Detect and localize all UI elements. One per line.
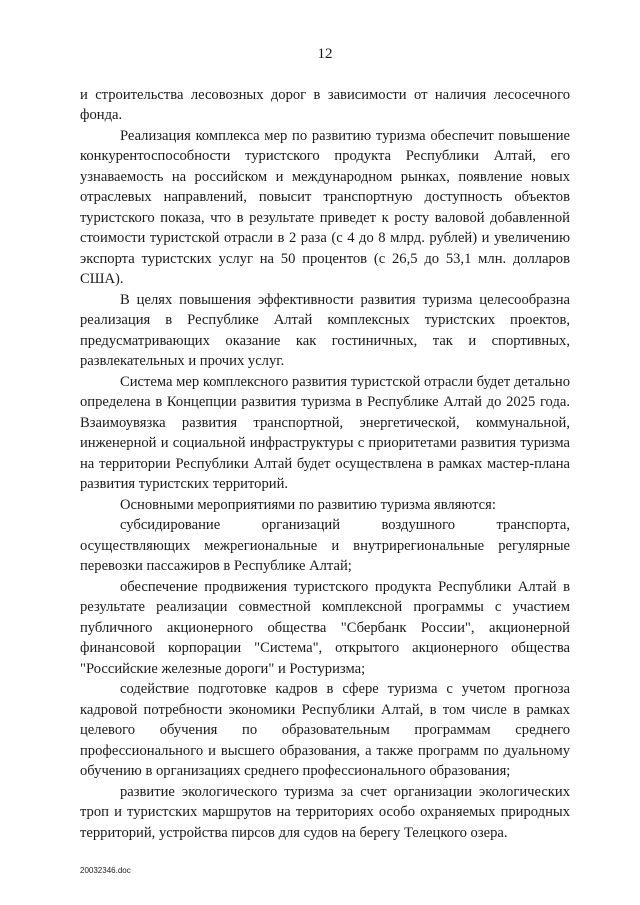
paragraph: субсидирование организаций воздушного транспорта, осуществляющих межрегиональные и внутрирегиональные регулярные перевозки пассажиров в Республике Алтай; bbox=[80, 517, 570, 574]
paragraph: развитие экологического туризма за счет организации экологических троп и туристских маршрутов на территориях особо охраняемых природных территорий, устройства пирсов для судов на берегу Телецкого озера. bbox=[80, 783, 570, 841]
footer-file-code: 20032346.doc bbox=[80, 866, 131, 875]
paragraph: содействие подготовке кадров в сфере туризма с учетом прогноза кадровой потребности экономики Республики Алтай, в том числе в рамках целевого обучения по образовательным программам среднего профессионального и высшего образования, а также программ по дуальному обучению в организациях среднего профессионального образования; bbox=[80, 681, 570, 779]
paragraph: обеспечение продвижения туристского продукта Республики Алтай в результате реализации совместной комплексной программы с участием публичного акционерного общества "Сбербанк России", акционерной финансовой корпорации "Система", открытого акционерного общества "Российские железные дороги" и Ростуризма; bbox=[80, 578, 570, 677]
paragraph: и строительства лесовозных дорог в зависимости от наличия лесосечного фонда. bbox=[80, 86, 570, 123]
document-body bbox=[80, 85, 570, 844]
page-number: 12 bbox=[317, 46, 333, 62]
paragraph: Реализация комплекса мер по развитию туризма обеспечит повышение конкурентоспособности туристского продукта Республики Алтай, его узнаваемость на российском и международном рынках, появление новых отраслевых направлений, повысит транспортную доступность объектов туристского показа, что в результате приведет к росту валовой добавленной стоимости туристской отрасли в 2 раза (с 4 до 8 млрд. рублей) и увеличению экспорта туристских услуг на 50 процентов (с 26,5 до 53,1 млн. долларов США). bbox=[80, 127, 570, 287]
paragraph: В целях повышения эффективности развития туризма целесообразна реализация в Республике Алтай комплексных туристских проектов, предусматривающих оказание как гостиничных, так и спортивных, развлекательных и прочих услуг. bbox=[80, 291, 570, 369]
paragraph: Система мер комплексного развития туристской отрасли будет детально определена в Концепции развития туризма в Республике Алтай до 2025 года. Взаимоувязка развития транспортной, энергетической, коммунальной, инженерной и социальной инфраструктуры с приоритетами развития туризма на территории Республики Алтай будет осуществлена в рамках мастер-плана развития туристских территорий. bbox=[80, 373, 570, 492]
paragraph: Основными мероприятиями по развитию туризма являются: bbox=[120, 496, 496, 513]
